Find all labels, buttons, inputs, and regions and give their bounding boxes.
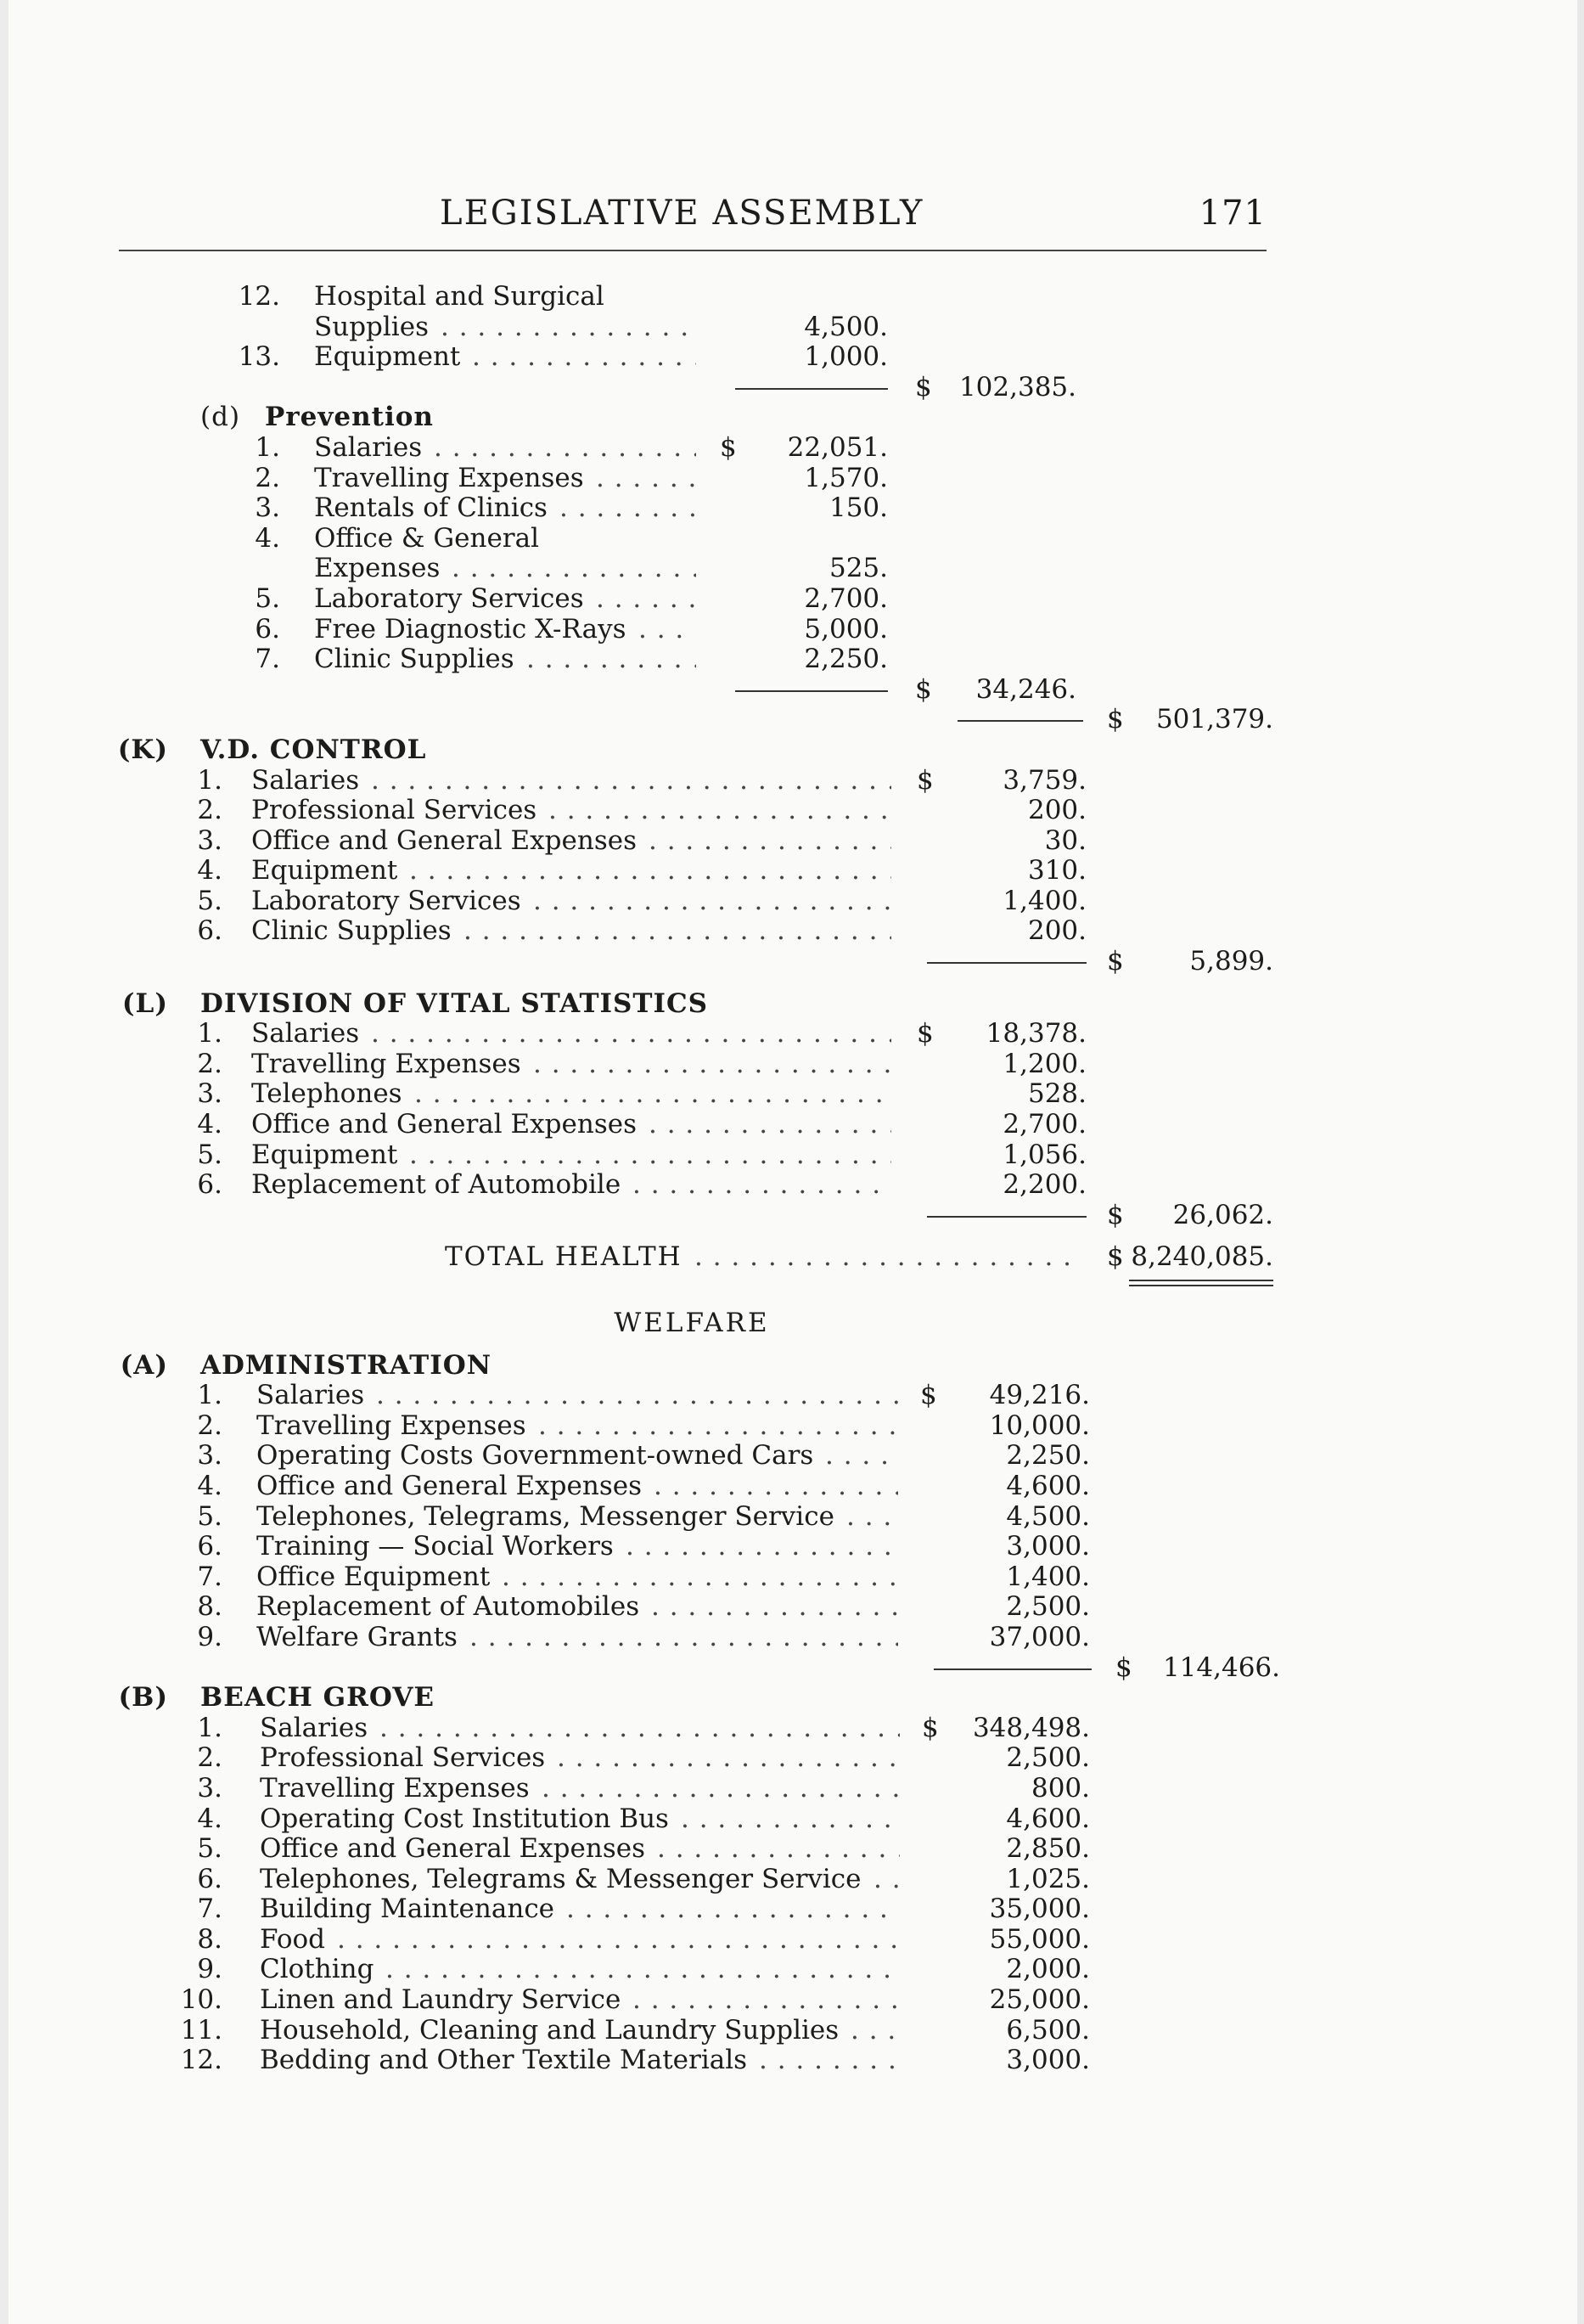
item-label: Bedding and Other Textile Materials [260, 2045, 748, 2076]
leader-dots [851, 2016, 900, 2046]
item-label: Equipment [251, 855, 398, 886]
item-amount: 2,700. [1003, 1109, 1087, 1140]
section-total [0, 705, 1584, 735]
item-number: 4. [197, 855, 222, 886]
item-label: Office and General Expenses [251, 824, 637, 856]
item-label: Office Equipment [256, 1561, 491, 1592]
section-total-amount: 114,466. [1162, 1652, 1280, 1683]
administration-item [0, 1502, 1584, 1533]
item-number: 5. [197, 1500, 222, 1532]
vital-statistics-item [0, 1049, 1584, 1080]
section-title: BEACH GROVE [200, 1682, 435, 1713]
administration-item [0, 1623, 1584, 1653]
item-label: Travelling Expenses [256, 1410, 526, 1441]
prevention-item [0, 493, 1584, 524]
item-label: Clinic Supplies [251, 915, 452, 947]
beach-grove-item [0, 2045, 1584, 2076]
item-label: Equipment [314, 341, 461, 373]
item-number: 9. [197, 1621, 222, 1652]
item-amount: 200. [1027, 915, 1087, 947]
administration-item [0, 1532, 1584, 1562]
section-tag: (L) [121, 988, 168, 1019]
item-label: Building Maintenance [260, 1894, 555, 1925]
prevention-item [0, 584, 1584, 615]
item-label: Training — Social Workers [256, 1531, 614, 1562]
item-label: Salaries [314, 431, 423, 463]
vital-statistics-item [0, 1019, 1584, 1049]
item-amount: 2,500. [1006, 1591, 1090, 1623]
dollar-sign: $ [720, 431, 737, 463]
item-number: 5. [197, 1833, 222, 1865]
leader-dots [873, 1865, 900, 1895]
item-label: Salaries [260, 1712, 368, 1743]
item-number: 13. [238, 341, 280, 373]
double-rule-top [1129, 1280, 1273, 1281]
item-amount: 525. [829, 553, 888, 584]
vd-control-item [0, 796, 1584, 826]
leader-dots [376, 1381, 898, 1411]
beach-grove-item [0, 1925, 1584, 1955]
item-amount: 800. [1031, 1772, 1090, 1803]
vital-statistics-item [0, 1170, 1584, 1201]
item-number: 2. [197, 795, 222, 826]
total-health-amount: 8,240,085. [1131, 1241, 1273, 1273]
item-label: Telephones [251, 1078, 402, 1110]
item-amount: 4,600. [1006, 1470, 1090, 1501]
vd-control-item [0, 916, 1584, 947]
leader-dots [626, 1532, 898, 1562]
item-label: Operating Costs Government-owned Cars [256, 1440, 814, 1471]
page-title: LEGISLATIVE ASSEMBLY [440, 194, 924, 233]
section-total-amount: 26,062. [1172, 1199, 1273, 1230]
leader-dots [463, 916, 891, 947]
item-number: 8. [197, 1923, 222, 1955]
item-amount: 1,400. [1006, 1561, 1090, 1592]
item-amount: 1,056. [1003, 1139, 1087, 1170]
section-tag: (B) [118, 1682, 168, 1713]
item-amount: 30. [1044, 824, 1087, 856]
leader-dots [385, 1955, 900, 1985]
item-label: Replacement of Automobile [251, 1169, 621, 1201]
beach-grove-item [0, 1894, 1584, 1925]
item-amount: 2,700. [804, 582, 888, 614]
item-number: 7. [197, 1561, 222, 1592]
leader-dots [654, 1471, 898, 1502]
item-number: 4. [255, 522, 280, 554]
dollar-sign: $ [917, 764, 934, 796]
section-total-amount: 5,899. [1189, 946, 1273, 977]
subtotal-rule [735, 690, 888, 692]
item-label: Travelling Expenses [251, 1048, 521, 1079]
item-number: 7. [197, 1894, 222, 1925]
item-label: Free Diagnostic X-Rays [314, 613, 626, 644]
beach-grove-item [0, 2016, 1584, 2046]
item-label-continued: Expenses [314, 553, 441, 584]
dollar-sign: $ [1107, 946, 1124, 977]
leader-dots [452, 554, 696, 584]
vital-statistics-item [0, 1079, 1584, 1110]
subtotal [0, 373, 1584, 403]
leader-dots [548, 796, 891, 826]
section-tag: (A) [120, 1349, 168, 1381]
item-number: 2. [197, 1048, 222, 1079]
vd-control-header [0, 735, 1584, 766]
item-amount: 4,600. [1006, 1803, 1090, 1834]
welfare-heading: WELFARE [614, 1308, 770, 1338]
item-label: Travelling Expenses [314, 462, 584, 493]
item-amount: 2,850. [1006, 1833, 1090, 1865]
item-amount: 10,000. [989, 1410, 1090, 1441]
dollar-sign: $ [922, 1712, 939, 1743]
dollar-sign: $ [1107, 704, 1124, 735]
item-amount: 3,000. [1006, 2045, 1090, 2076]
prevention-item [0, 524, 1584, 554]
spacer [0, 1273, 1584, 1285]
item-number: 2. [255, 462, 280, 493]
item-amount: 55,000. [989, 1923, 1090, 1955]
prevention-item [0, 615, 1584, 645]
leader-dots [533, 1049, 891, 1080]
dollar-sign: $ [1115, 1652, 1132, 1683]
item-amount: 1,200. [1003, 1048, 1087, 1079]
item-number: 6. [197, 1863, 222, 1894]
item-label: Clinic Supplies [314, 644, 514, 675]
item-amount: 18,378. [986, 1018, 1087, 1049]
item-label: Food [260, 1923, 325, 1955]
dollar-sign: $ [915, 371, 932, 402]
item-number: 1. [255, 431, 280, 463]
leader-dots [371, 766, 891, 796]
leader-dots [409, 1140, 891, 1171]
hospital-item-continued [0, 312, 1584, 343]
leader-dots [596, 464, 696, 494]
item-number: 4. [197, 1803, 222, 1834]
item-amount: 6,500. [1006, 2014, 1090, 2045]
leader-dots [533, 886, 891, 917]
beach-grove-item [0, 1743, 1584, 1774]
header-rule [119, 250, 1267, 251]
page-header [119, 194, 1267, 241]
item-label-continued: Supplies [314, 311, 429, 342]
item-label: Welfare Grants [256, 1621, 458, 1652]
leader-dots [759, 2045, 900, 2076]
dollar-sign: $ [920, 1380, 937, 1411]
subtotal-rule [958, 720, 1083, 722]
administration-item [0, 1381, 1584, 1411]
administration-item [0, 1562, 1584, 1593]
item-amount: 3,000. [1006, 1531, 1090, 1562]
item-amount: 2,250. [1006, 1440, 1090, 1471]
leader-dots [632, 1170, 891, 1201]
subtotal-rule [927, 1216, 1087, 1218]
section-title: ADMINISTRATION [200, 1349, 492, 1381]
item-number: 1. [197, 764, 222, 796]
item-label: Professional Services [251, 795, 537, 826]
item-label: Linen and Laundry Service [260, 1984, 621, 2016]
item-number: 5. [255, 582, 280, 614]
item-number: 12. [180, 2045, 222, 2076]
leader-dots [846, 1502, 898, 1533]
item-number: 8. [197, 1591, 222, 1623]
spacer [0, 1230, 1584, 1242]
leader-dots [825, 1441, 898, 1471]
prevention-header [0, 402, 1584, 433]
vd-control-item [0, 826, 1584, 857]
item-amount: 2,200. [1003, 1169, 1087, 1201]
leader-dots [559, 493, 696, 524]
welfare-heading-row [0, 1308, 1584, 1339]
item-amount: 348,498. [972, 1712, 1090, 1743]
dollar-sign: $ [1107, 1241, 1124, 1273]
vd-control-item [0, 766, 1584, 796]
section-total [0, 947, 1584, 977]
dollar-sign: $ [917, 1018, 934, 1049]
item-amount: 2,250. [804, 644, 888, 675]
leader-dots [414, 1079, 891, 1110]
hospital-item [0, 282, 1584, 312]
section-title: DIVISION OF VITAL STATISTICS [200, 988, 709, 1019]
spacer [0, 1297, 1584, 1308]
leader-dots [409, 856, 891, 886]
leader-dots [632, 1985, 900, 2016]
hospital-item [0, 342, 1584, 373]
item-number: 1. [197, 1712, 222, 1743]
administration-item [0, 1441, 1584, 1471]
beach-grove-item [0, 1985, 1584, 2016]
section-total [0, 1653, 1584, 1684]
beach-grove-item [0, 1774, 1584, 1804]
item-amount: 22,051. [787, 431, 888, 463]
item-amount: 310. [1027, 855, 1087, 886]
item-amount: 3,759. [1003, 764, 1087, 796]
leader-dots [379, 1713, 900, 1744]
item-amount: 4,500. [804, 311, 888, 342]
item-label: Salaries [256, 1380, 365, 1411]
item-amount: 5,000. [804, 613, 888, 644]
section-title: Prevention [265, 402, 434, 433]
item-number: 2. [197, 1742, 222, 1774]
spacer [0, 1285, 1584, 1297]
leader-dots [649, 826, 891, 857]
leader-dots [472, 342, 696, 373]
spacer [0, 1339, 1584, 1351]
item-number: 6. [197, 1169, 222, 1201]
item-number: 1. [197, 1018, 222, 1049]
item-label: Clothing [260, 1954, 374, 1985]
item-label: Household, Cleaning and Laundry Supplies [260, 2014, 840, 2045]
vital-statistics-header [0, 989, 1584, 1020]
section-total [0, 1201, 1584, 1231]
item-number: 3. [197, 1440, 222, 1471]
item-number: 2. [197, 1410, 222, 1441]
item-label: Salaries [251, 764, 360, 796]
administration-item [0, 1411, 1584, 1442]
item-number: 6. [197, 915, 222, 947]
leader-dots [649, 1110, 891, 1140]
item-number: 5. [197, 1139, 222, 1170]
estimates-body [0, 282, 1584, 2076]
prevention-item [0, 464, 1584, 494]
item-number: 10. [180, 1984, 222, 2016]
item-amount: 2,000. [1006, 1954, 1090, 1985]
item-number: 11. [180, 2014, 222, 2045]
leader-dots [651, 1592, 898, 1623]
item-amount: 528. [1027, 1078, 1087, 1110]
leader-dots [681, 1804, 900, 1835]
item-number: 3. [197, 824, 222, 856]
item-amount: 150. [829, 492, 888, 524]
total-health-label: TOTAL HEALTH [445, 1241, 682, 1273]
vital-statistics-item [0, 1140, 1584, 1171]
dollar-sign: $ [915, 673, 932, 705]
item-label: Rentals of Clinics [314, 492, 548, 524]
item-amount: 4,500. [1006, 1500, 1090, 1532]
beach-grove-item [0, 1834, 1584, 1865]
vital-statistics-item [0, 1110, 1584, 1140]
item-amount: 1,570. [804, 462, 888, 493]
subtotal-rule [735, 388, 888, 390]
double-rule-bottom [1129, 1285, 1273, 1286]
beach-grove-header [0, 1683, 1584, 1713]
leader-dots [441, 312, 696, 343]
item-number: 7. [255, 644, 280, 675]
item-number: 6. [197, 1531, 222, 1562]
leader-dots [557, 1743, 900, 1774]
dollar-sign: $ [1107, 1199, 1124, 1230]
item-number: 1. [197, 1380, 222, 1411]
item-label: Laboratory Services [314, 582, 584, 614]
vd-control-item [0, 856, 1584, 886]
item-label: Telephones, Telegrams, Messenger Service [256, 1500, 834, 1532]
prevention-item-continued [0, 554, 1584, 584]
item-amount: 35,000. [989, 1894, 1090, 1925]
section-tag: (d) [200, 402, 241, 433]
spacer [0, 977, 1584, 989]
item-number: 4. [197, 1470, 222, 1501]
subtotal-amount: 102,385. [958, 371, 1076, 402]
item-label: Equipment [251, 1139, 398, 1170]
item-label: Office and General Expenses [260, 1833, 645, 1865]
item-number: 5. [197, 885, 222, 916]
beach-grove-item [0, 1713, 1584, 1744]
item-amount: 49,216. [989, 1380, 1090, 1411]
leader-dots [638, 615, 696, 645]
item-label: Office & General [314, 522, 539, 554]
subtotal [0, 675, 1584, 706]
leader-dots [596, 584, 696, 615]
item-label: Salaries [251, 1018, 360, 1049]
item-label: Professional Services [260, 1742, 546, 1774]
leader-dots [657, 1834, 900, 1865]
item-number: 9. [197, 1954, 222, 1985]
subtotal-rule [927, 962, 1087, 964]
item-amount: 1,000. [804, 341, 888, 373]
leader-dots [542, 1774, 900, 1804]
item-number: 6. [255, 613, 280, 644]
leader-dots [502, 1562, 898, 1593]
administration-header [0, 1351, 1584, 1381]
leader-dots [337, 1925, 900, 1955]
beach-grove-item [0, 1865, 1584, 1895]
item-label: Telephones, Telegrams & Messenger Service [260, 1863, 862, 1894]
vd-control-item [0, 886, 1584, 917]
leader-dots [694, 1242, 1083, 1273]
item-amount: 37,000. [989, 1621, 1090, 1652]
item-number: 4. [197, 1109, 222, 1140]
subtotal-rule [934, 1668, 1092, 1670]
item-label: Travelling Expenses [260, 1772, 530, 1803]
item-label: Replacement of Automobiles [256, 1591, 640, 1623]
administration-item [0, 1471, 1584, 1502]
item-number: 12. [238, 281, 280, 312]
leader-dots [566, 1894, 900, 1925]
item-label: Office and General Expenses [251, 1109, 637, 1140]
section-total-amount: 501,379. [1155, 704, 1273, 735]
leader-dots [538, 1411, 898, 1442]
item-amount: 1,400. [1003, 885, 1087, 916]
section-tag: (K) [117, 734, 168, 765]
item-number: 3. [197, 1078, 222, 1110]
prevention-item [0, 644, 1584, 675]
item-label: Hospital and Surgical [314, 281, 604, 312]
section-title: V.D. CONTROL [200, 734, 427, 765]
prevention-item [0, 433, 1584, 464]
leader-dots [434, 433, 696, 464]
total-health-row [0, 1242, 1584, 1273]
item-number: 3. [197, 1772, 222, 1803]
subtotal-amount: 34,246. [975, 673, 1076, 705]
leader-dots [469, 1623, 898, 1653]
item-amount: 200. [1027, 795, 1087, 826]
item-amount: 25,000. [989, 1984, 1090, 2016]
beach-grove-item [0, 1955, 1584, 1985]
item-amount: 1,025. [1006, 1863, 1090, 1894]
item-label: Operating Cost Institution Bus [260, 1803, 669, 1834]
item-amount: 2,500. [1006, 1742, 1090, 1774]
administration-item [0, 1592, 1584, 1623]
leader-dots [371, 1019, 891, 1049]
beach-grove-item [0, 1804, 1584, 1835]
item-label: Office and General Expenses [256, 1470, 642, 1501]
leader-dots [526, 644, 696, 675]
item-number: 3. [255, 492, 280, 524]
page-number: 171 [1199, 194, 1267, 233]
item-label: Laboratory Services [251, 885, 521, 916]
